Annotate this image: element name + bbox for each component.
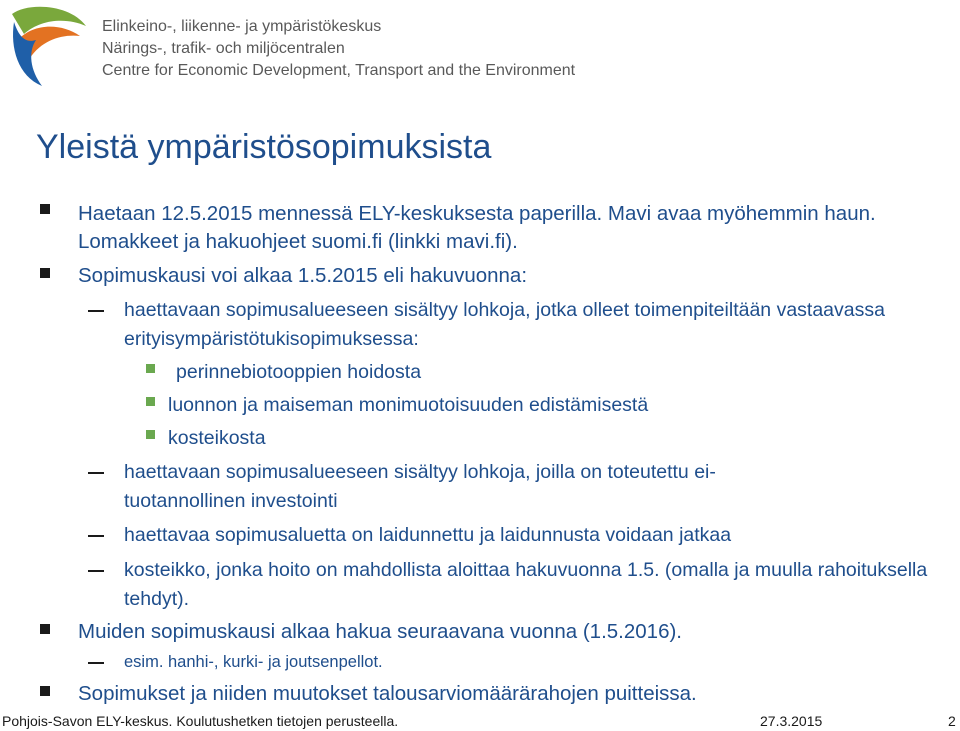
- org-name-en: Centre for Economic Development, Transport and the Environment: [102, 62, 576, 79]
- sub-bullet-item: esim. hanhi-, kurki- ja joutsenpellot.: [124, 653, 383, 671]
- square-bullet-icon: [40, 686, 50, 696]
- dash-bullet-icon: [88, 662, 104, 664]
- slide-title: Yleistä ympäristösopimuksista: [36, 128, 492, 166]
- sub-bullet-item: haettavaan sopimusalueeseen sisältyy lohkoja, joilla on toteutettu ei-tuotannollinen investointi: [124, 461, 716, 512]
- sub-sub-bullet-item: perinnebiotooppien hoidosta: [176, 361, 422, 383]
- green-square-bullet-icon: [146, 364, 155, 373]
- page-number: 2: [948, 713, 956, 729]
- sub-sub-bullet-item: kosteikosta: [168, 427, 266, 449]
- green-square-bullet-icon: [146, 397, 155, 406]
- dash-bullet-icon: [88, 310, 104, 312]
- ely-logo: [8, 4, 88, 88]
- dash-bullet-icon: [88, 535, 104, 537]
- square-bullet-icon: [40, 204, 50, 214]
- bullet-item: Sopimukset ja niiden muutokset talousarviomäärärahojen puitteissa.: [78, 682, 697, 705]
- bullet-item: Sopimuskausi voi alkaa 1.5.2015 eli hakuvuonna:: [78, 264, 528, 287]
- dash-bullet-icon: [88, 570, 104, 572]
- bullet-item: Haetaan 12.5.2015 mennessä ELY-keskuksesta paperilla. Mavi avaa myöhemmin haun. Lomakkeet ja hakuohjeet suomi.fi (linkki mavi.fi).: [78, 202, 876, 253]
- green-square-bullet-icon: [146, 430, 155, 439]
- footer-source: Pohjois-Savon ELY-keskus. Koulutushetken tietojen perusteella.: [2, 713, 399, 729]
- sub-bullet-item: haettavaa sopimusaluetta on laidunnettu ja laidunnusta voidaan jatkaa: [124, 524, 732, 546]
- sub-sub-bullet-item: luonnon ja maiseman monimuotoisuuden edistämisestä: [168, 394, 649, 416]
- sub-bullet-item: haettavaan sopimusalueeseen sisältyy lohkoja, jotka olleet toimenpiteiltään vastaavassa erityisympäristötukisopimuksessa:: [124, 299, 885, 350]
- organization-name: [102, 16, 575, 82]
- square-bullet-icon: [40, 624, 50, 634]
- bullet-item: Muiden sopimuskausi alkaa hakua seuraavana vuonna (1.5.2016).: [78, 620, 682, 643]
- square-bullet-icon: [40, 268, 50, 278]
- org-name-sv: Närings-, trafik- och miljöcentralen: [102, 40, 345, 57]
- sub-bullet-item: kosteikko, jonka hoito on mahdollista aloittaa hakuvuonna 1.5. (omalla ja muulla rahoituksella tehdyt).: [124, 559, 928, 610]
- org-name-fi: Elinkeino-, liikenne- ja ympäristökeskus: [102, 18, 382, 35]
- footer-date: 27.3.2015: [760, 713, 823, 729]
- dash-bullet-icon: [88, 472, 104, 474]
